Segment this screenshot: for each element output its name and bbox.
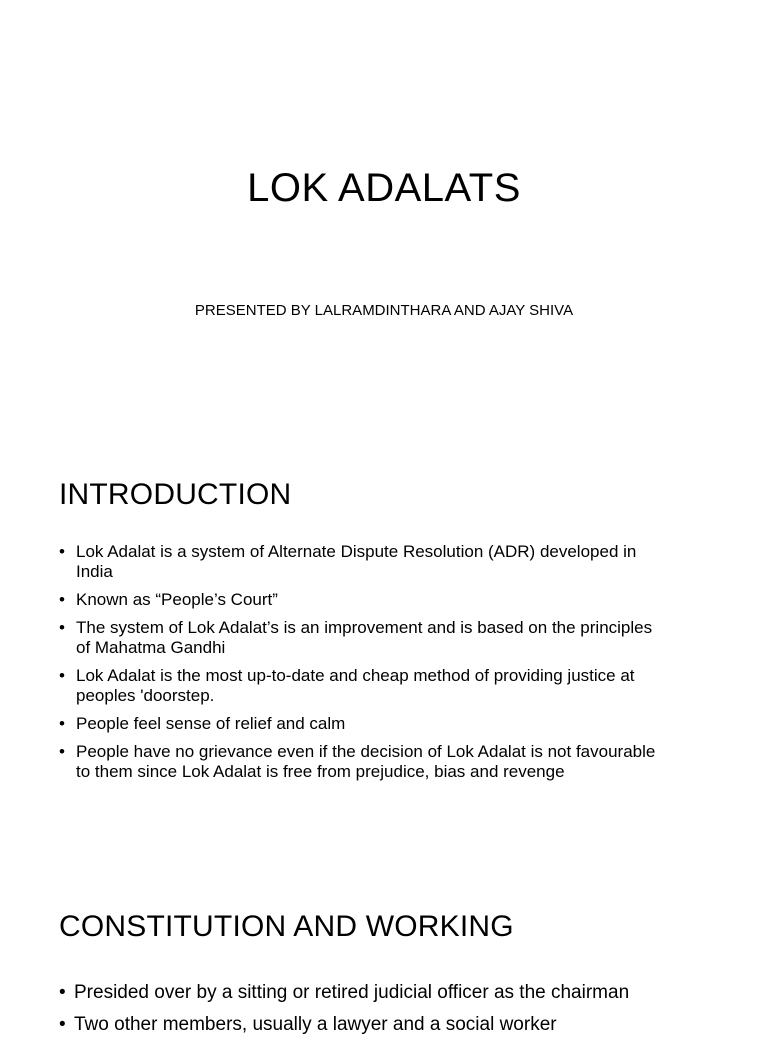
bullet-marker: • [59,618,65,637]
constitution-slide [0,864,768,1035]
presentation-title: LOK ADALATS [247,166,521,210]
bullet-marker: • [59,982,66,1003]
bullet-marker: • [59,666,65,685]
bullet-item [59,618,659,658]
bullet-item [59,666,659,706]
introduction-heading: INTRODUCTION [59,478,292,511]
bullet-text: Known as “People’s Court” [76,590,278,609]
bullet-item [59,590,659,610]
presentation-subtitle: PRESENTED BY LALRAMDINTHARA AND AJAY SHIVA [194,302,574,319]
bullet-marker: • [59,542,65,561]
bullet-item [59,714,659,734]
constitution-heading: CONSTITUTION AND WORKING [59,910,514,943]
constitution-bullet-list [59,982,759,1046]
bullet-item [59,542,659,582]
bullet-text: Two other members, usually a lawyer and a social worker [74,1014,557,1035]
bullet-item [59,982,759,1004]
bullet-text: People have no grievance even if the decision of Lok Adalat is not favourable to them since Lok Adalat is free from prejudice, bias and revenge [76,742,656,781]
bullet-text: People feel sense of relief and calm [76,714,346,733]
bullet-text: Lok Adalat is a system of Alternate Dispute Resolution (ADR) developed in India [76,542,637,581]
bullet-text: Lok Adalat is the most up-to-date and cheap method of providing justice at peoples 'doorstep. [76,666,635,705]
bullet-text: Presided over by a sitting or retired judicial officer as the chairman [74,982,630,1003]
introduction-slide [0,432,768,864]
bullet-marker: • [59,742,65,761]
bullet-item [59,742,659,782]
bullet-marker: • [59,714,65,733]
title-slide [0,0,768,432]
bullet-marker: • [59,1014,66,1035]
introduction-bullet-list [59,542,659,790]
bullet-text: The system of Lok Adalat’s is an improvement and is based on the principles of Mahatma Gandhi [76,618,653,657]
bullet-item [59,1014,759,1036]
bullet-marker: • [59,590,65,609]
